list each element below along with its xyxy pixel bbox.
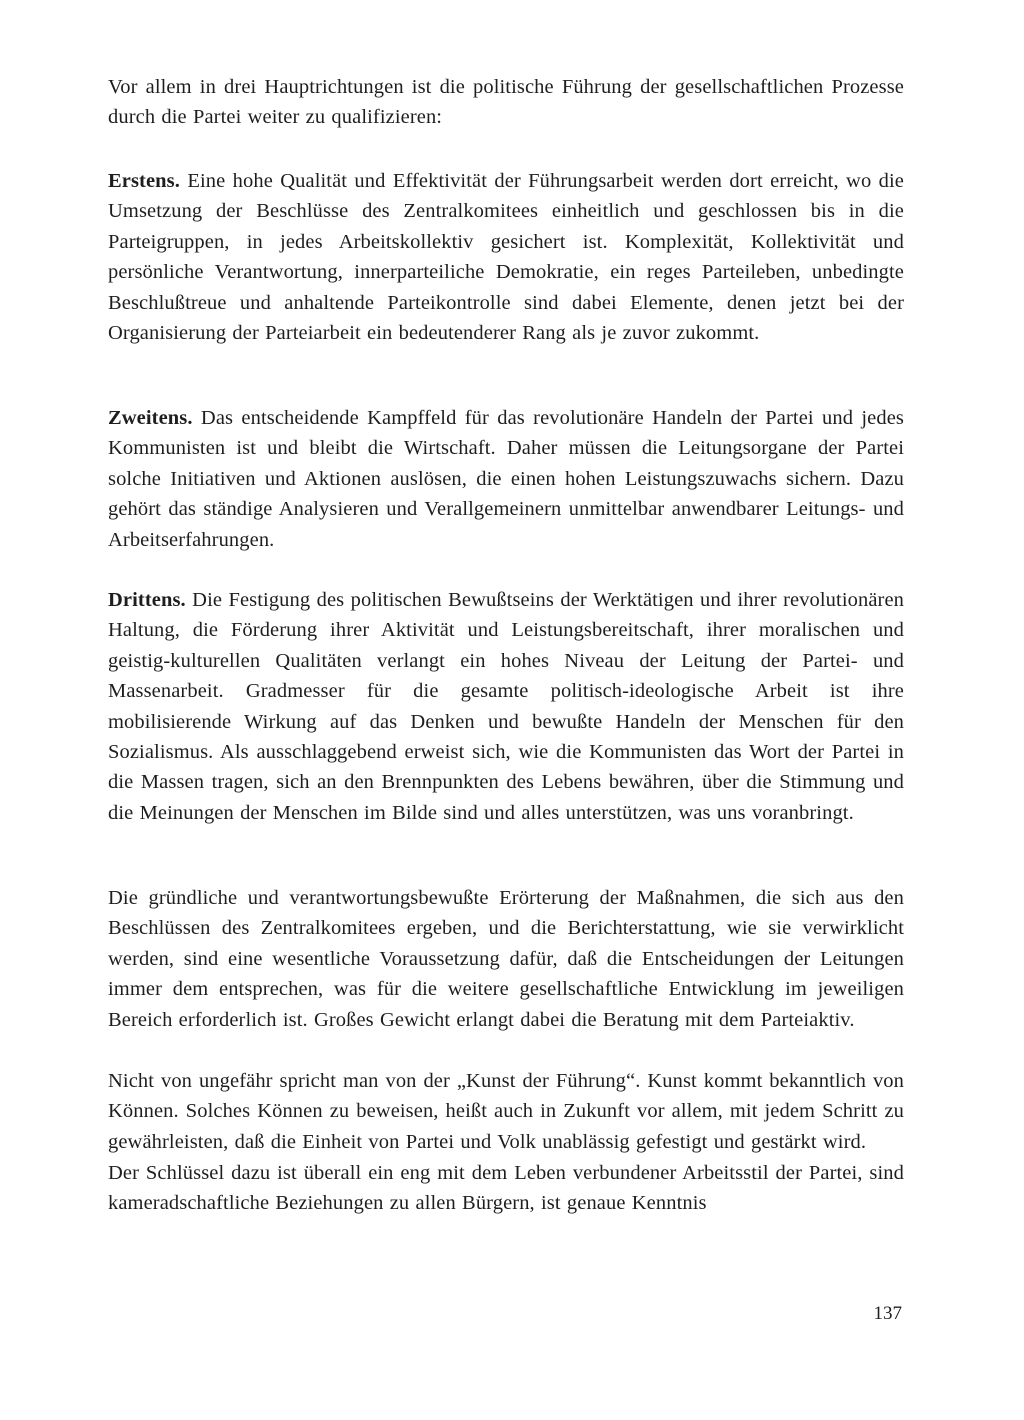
kunst-text: Nicht von ungefähr spricht man von der „Kunst der Führung“. Kunst kommt bekanntlich von Können. Solches Können zu beweisen, heißt auch in Zukunft vor allem, mit jedem Schritt zu gewährleisten, daß die Einheit von Partei und Volk unablässig gefestigt und gestärkt wird. [108, 1070, 904, 1153]
erstens-lead: Erstens. [108, 170, 180, 192]
drittens-lead: Drittens. [108, 589, 186, 611]
zweitens-paragraph [108, 403, 904, 555]
erorterung-paragraph [108, 883, 904, 1035]
intro-text: Vor allem in drei Hauptrichtungen ist die politische Führung der gesellschaftlichen Prozesse durch die Partei weiter zu qualifizieren: [108, 76, 904, 129]
zweitens-text: Das entscheidende Kampffeld für das revolutionäre Handeln der Partei und jedes Kommunisten ist und bleibt die Wirtschaft. Daher müssen die Leitungsorgane der Partei solche Initiativen und Aktionen auslösen, die einen hohen Leistungszuwachs sichern. Dazu gehört das ständige Analysieren und Verallgemeinern unmittelbar anwendbarer Leitungs- und Arbeitserfahrungen. [108, 407, 904, 551]
kunst-paragraph [108, 1066, 904, 1157]
schluessel-paragraph [108, 1158, 904, 1219]
schluessel-text: Der Schlüssel dazu ist überall ein eng mit dem Leben verbundener Arbeitsstil der Partei, sind kameradschaftliche Beziehungen zu allen Bürgern, ist genaue Kenntnis [108, 1162, 904, 1215]
page-number: 137 [873, 1303, 902, 1324]
erstens-paragraph [108, 166, 904, 348]
drittens-text: Die Festigung des politischen Bewußtseins der Werktätigen und ihrer revolutionären Haltung, die Förderung ihrer Aktivität und Leistungsbereitschaft, ihrer moralischen und geistig-kulturellen Qualitäten verlangt ein hohes Niveau der Leitung der Partei- und Massenarbeit. Gradmesser für die gesamte politisch-ideologische Arbeit ist ihre mobilisierende Wirkung auf das Denken und bewußte Handeln der Menschen für den Sozialismus. Als ausschlaggebend erweist sich, wie die Kommunisten das Wort der Partei in die Massen tragen, sich an den Brennpunkten des Lebens bewähren, über die Stimmung und die Meinungen der Menschen im Bilde sind und alles unterstützen, was uns voranbringt. [108, 589, 904, 824]
zweitens-lead: Zweitens. [108, 407, 193, 429]
intro-paragraph [108, 72, 904, 133]
drittens-paragraph [108, 585, 904, 828]
erstens-text: Eine hohe Qualität und Effektivität der Führungsarbeit werden dort erreicht, wo die Umsetzung der Beschlüsse des Zentralkomitees einheitlich und geschlossen bis in die Parteigruppen, in jedes Arbeitskollektiv gesichert ist. Komplexität, Kollektivität und persönliche Verantwortung, innerparteiliche Demokratie, ein reges Parteileben, unbedingte Beschlußtreue und anhaltende Parteikontrolle sind dabei Elemente, denen jetzt bei der Organisierung der Parteiarbeit ein bedeutenderer Rang als je zuvor zukommt. [108, 170, 904, 345]
erorterung-text: Die gründliche und verantwortungsbewußte Erörterung der Maßnahmen, die sich aus den Beschlüssen des Zentralkomitees ergeben, und die Berichterstattung, wie sie verwirklicht werden, sind eine wesentliche Voraussetzung dafür, daß die Entscheidungen der Leitungen immer dem entsprechen, was für die weitere gesellschaftliche Entwicklung im jeweiligen Bereich erforderlich ist. Großes Gewicht erlangt dabei die Beratung mit dem Parteiaktiv. [108, 887, 904, 1031]
